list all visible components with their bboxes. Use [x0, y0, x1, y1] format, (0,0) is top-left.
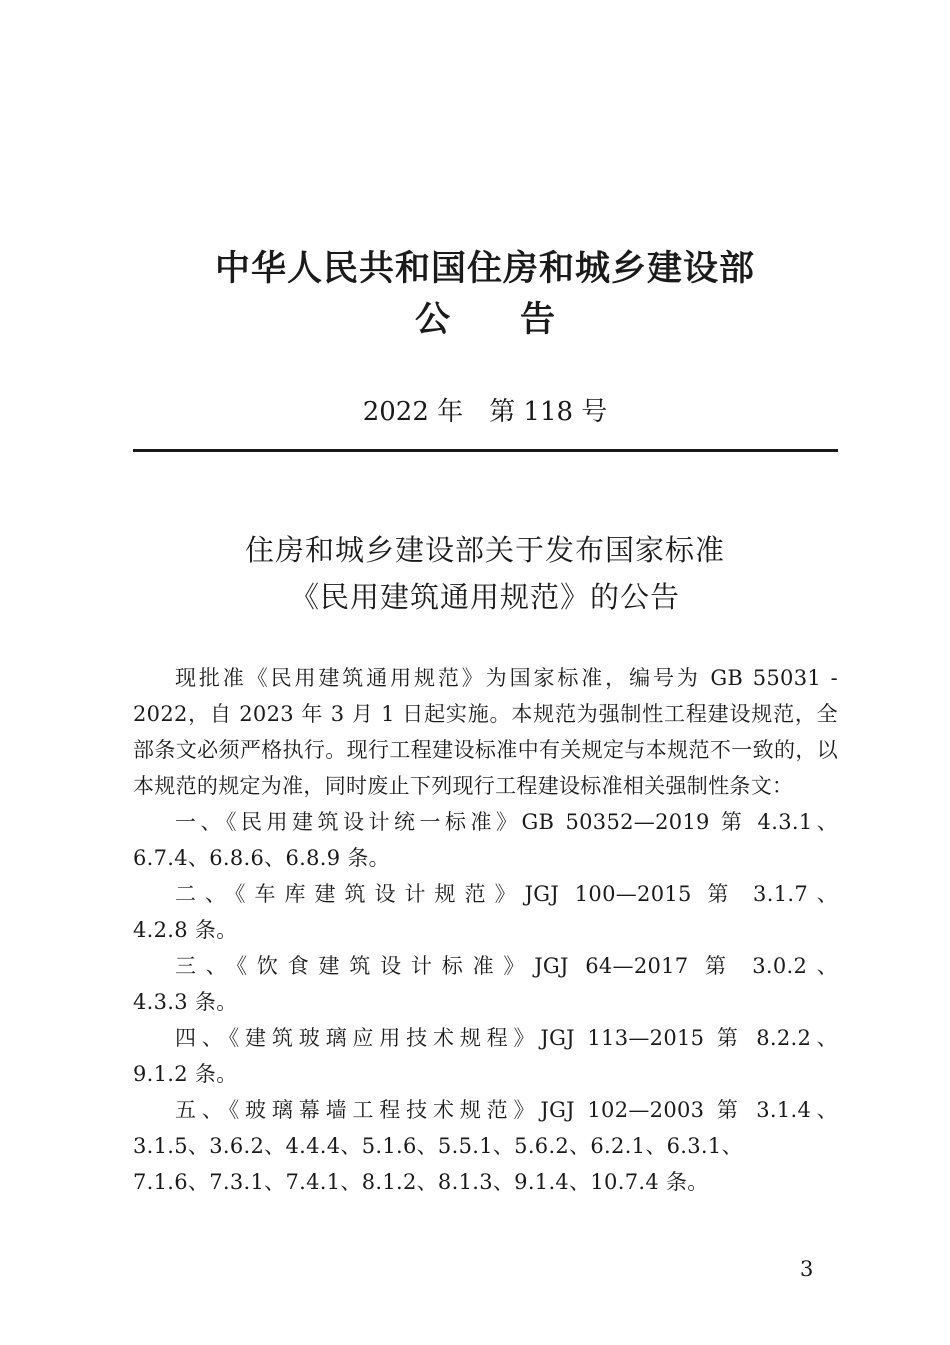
- clause-item: [133, 804, 838, 876]
- clause-continuation: 4.2.8 条。: [133, 918, 238, 942]
- header-divider: [133, 449, 838, 452]
- clause-continuation: 3.1.5、3.6.2、4.4.4、5.1.6、5.5.1、5.6.2、6.2.1、6.3.1、: [133, 1134, 743, 1158]
- issuing-authority: 中华人民共和国住房和城乡建设部: [214, 249, 755, 289]
- page-number: 3: [800, 1257, 814, 1281]
- clause-item: [133, 1020, 838, 1092]
- announcement-title: [0, 527, 950, 621]
- document-number: 2022 年 第 118 号: [362, 397, 608, 427]
- clause-item: [133, 876, 838, 948]
- clause-line: 二、《车库建筑设计规范》JGJ 100—2015 第 3.1.7、: [175, 882, 838, 906]
- intro-paragraph: 现批准《民用建筑通用规范》为国家标准，编号为 GB 55031 - 2022，自 2023 年 3 月 1 日起实施。本规范为强制性工程建设规范，全部条文必须严格执行。现行工程建设标准中有关规定与本规范不一致的，以本规范的规定为准，同时废止下列现行工程建设标准相关强制性条文：: [133, 666, 838, 798]
- title-line-2: 《民用建筑通用规范》的公告: [289, 580, 680, 614]
- clause-line: 四、《建筑玻璃应用技术规程》JGJ 113—2015 第 8.2.2、: [175, 1026, 838, 1050]
- clause-item: [133, 1092, 838, 1200]
- clause-continuation: 6.7.4、6.8.6、6.8.9 条。: [133, 846, 390, 870]
- clause-line: 五、《玻璃幕墙工程技术规范》JGJ 102—2003 第 3.1.4、: [175, 1098, 838, 1122]
- clause-line: 一、《民用建筑设计统一标准》GB 50352—2019 第 4.3.1、: [175, 810, 838, 834]
- announcement-body: [133, 660, 838, 1200]
- notice-heading: 公 告: [414, 300, 555, 340]
- clause-line: 三、《饮食建筑设计标准》JGJ 64—2017 第 3.0.2、: [175, 954, 838, 978]
- clause-continuation: 7.1.6、7.3.1、7.4.1、8.1.2、8.1.3、9.1.4、10.7.4 条。: [133, 1170, 709, 1194]
- clause-item: [133, 948, 838, 1020]
- clause-continuation: 4.3.3 条。: [133, 990, 238, 1014]
- title-line-1: 住房和城乡建设部关于发布国家标准: [244, 533, 725, 567]
- clause-continuation: 9.1.2 条。: [133, 1062, 238, 1086]
